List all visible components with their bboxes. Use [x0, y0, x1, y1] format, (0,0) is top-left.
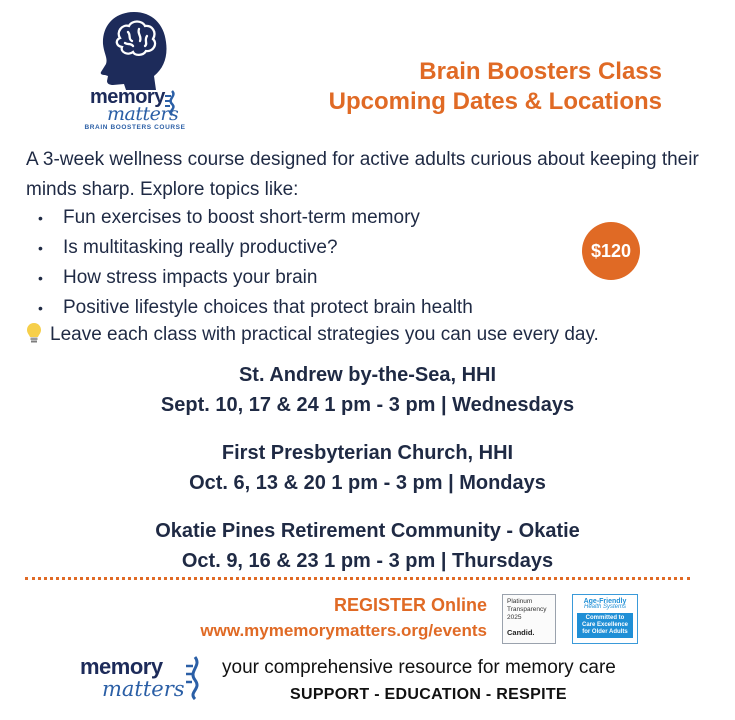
session-schedule: Oct. 9, 16 & 23 1 pm - 3 pm | Thursdays: [181, 550, 554, 572]
logo-word-matters: matters: [102, 677, 185, 701]
footer-logo: [80, 652, 210, 708]
seal-text: Platinum: [507, 598, 533, 605]
logo-word-memory: memory: [80, 654, 163, 679]
page-title: Brain Boosters Class: [419, 58, 662, 85]
logo-tagline: BRAIN BOOSTERS COURSE: [84, 124, 186, 131]
seal-text: Care Excellence: [581, 622, 629, 628]
session-block: [0, 516, 735, 576]
seal-text: Committed to: [585, 615, 625, 621]
seal-text: 2025: [507, 614, 522, 621]
session-location: Okatie Pines Retirement Community - Okatie: [155, 520, 580, 542]
page-subtitle: Upcoming Dates & Locations: [328, 88, 662, 115]
list-item: • Positive lifestyle choices that protect brain health: [38, 293, 473, 323]
age-friendly-seal: [572, 594, 638, 644]
list-item: • Is multitasking really productive?: [38, 233, 473, 263]
logo-word-matters: matters: [107, 103, 179, 125]
session-schedule: Oct. 6, 13 & 20 1 pm - 3 pm | Mondays: [189, 472, 546, 494]
ribbon-mark-icon: [185, 656, 203, 700]
price-badge: $120: [582, 222, 640, 280]
dotted-divider: [25, 577, 690, 580]
logo-word-memory: memory: [90, 86, 165, 108]
seal-brand: Candid.: [507, 628, 535, 637]
resource-tagline: your comprehensive resource for memory care: [222, 657, 616, 678]
session-location: St. Andrew by-the-Sea, HHI: [238, 364, 497, 386]
topic-list: [38, 203, 473, 323]
register-link[interactable]: www.mymemorymatters.org/events: [200, 621, 487, 640]
lightbulb-icon: [26, 322, 42, 344]
list-item: • Fun exercises to boost short-term memory: [38, 203, 473, 233]
seal-subtitle: Health Systems: [583, 604, 626, 610]
session-schedule: Sept. 10, 17 & 24 1 pm - 3 pm | Wednesdays: [160, 394, 575, 416]
register-label: REGISTER Online: [333, 595, 487, 615]
head-brain-icon: [98, 10, 170, 90]
seal-text: for Older Adults: [582, 629, 628, 635]
seal-banner: [577, 613, 633, 638]
tip-text: Leave each class with practical strategies you can use every day.: [50, 324, 599, 345]
service-pillars: SUPPORT - EDUCATION - RESPITE: [290, 686, 567, 703]
candid-transparency-seal: [502, 594, 556, 644]
session-location: First Presbyterian Church, HHI: [221, 442, 514, 464]
session-block: [0, 360, 735, 420]
list-item: • How stress impacts your brain: [38, 263, 473, 293]
course-description: A 3-week wellness course designed for active adults curious about keeping their minds sharp. Explore topics like:: [26, 149, 699, 200]
memory-matters-logo: [80, 10, 190, 131]
seal-text: Transparency: [507, 606, 547, 613]
ribbon-mark-icon: [164, 90, 180, 116]
tip-line: [26, 320, 599, 350]
seal-title: Age-Friendly: [583, 598, 627, 605]
session-block: [0, 438, 735, 498]
